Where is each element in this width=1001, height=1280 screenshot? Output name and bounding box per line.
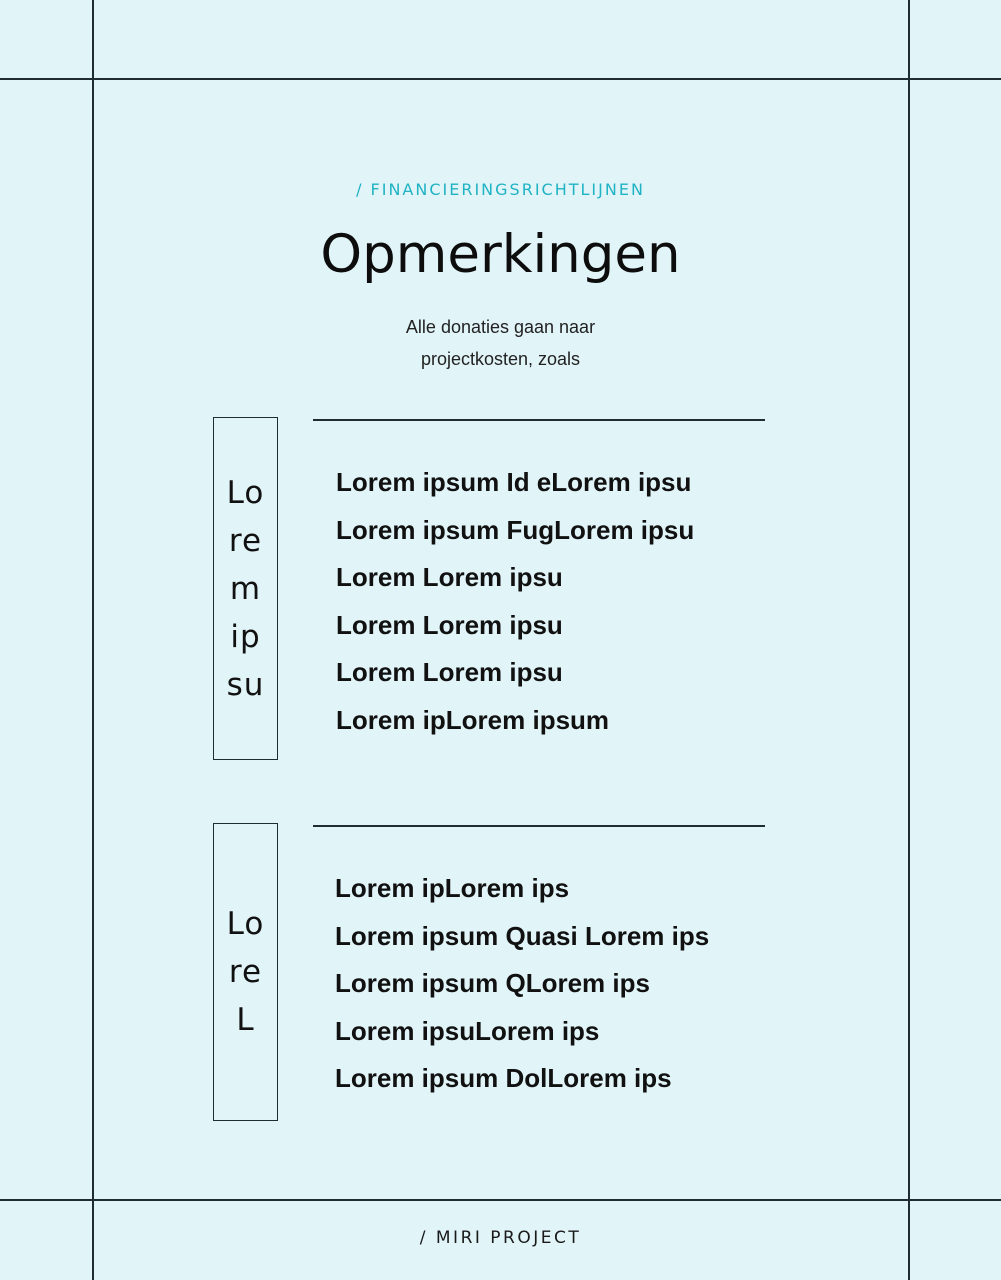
list-item: Lorem Lorem ipsu: [336, 657, 563, 687]
section-label: Loremipsu: [226, 474, 265, 703]
list-item: Lorem ipsum Id eLorem ipsu: [336, 467, 692, 497]
section-label-box: [213, 417, 278, 760]
list-item: Lorem ipsum Quasi Lorem ips: [335, 920, 710, 951]
footer-project-name: / MIRI PROJECT: [419, 1228, 582, 1248]
section-list: [335, 865, 709, 1103]
list-item: Lorem ipLorem ipsum: [336, 704, 610, 735]
section-divider: [313, 825, 765, 827]
page-subtitle: Alle donaties gaan naar projectkosten, zoals: [405, 317, 596, 369]
frame-line-top: [0, 78, 1001, 80]
section-label: LoreL: [226, 906, 265, 1038]
list-item: Lorem ipsum QLorem ips: [335, 968, 650, 998]
list-item: Lorem ipsum FugLorem ipsu: [336, 514, 695, 545]
section-list: [336, 459, 694, 744]
section-eyebrow: / FINANCIERINGSRICHTLIJNEN: [356, 180, 645, 199]
page-title: Opmerkingen: [320, 224, 681, 285]
list-item: Lorem Lorem ipsu: [336, 562, 563, 592]
section-divider: [313, 419, 765, 421]
section-label-box: [213, 823, 278, 1121]
list-item: Lorem ipsuLorem ips: [335, 1015, 600, 1046]
list-item: Lorem ipLorem ips: [335, 873, 570, 903]
list-item: Lorem Lorem ipsu: [336, 609, 563, 640]
list-item: Lorem ipsum DolLorem ips: [335, 1063, 672, 1093]
frame-line-bottom: [0, 1199, 1001, 1201]
